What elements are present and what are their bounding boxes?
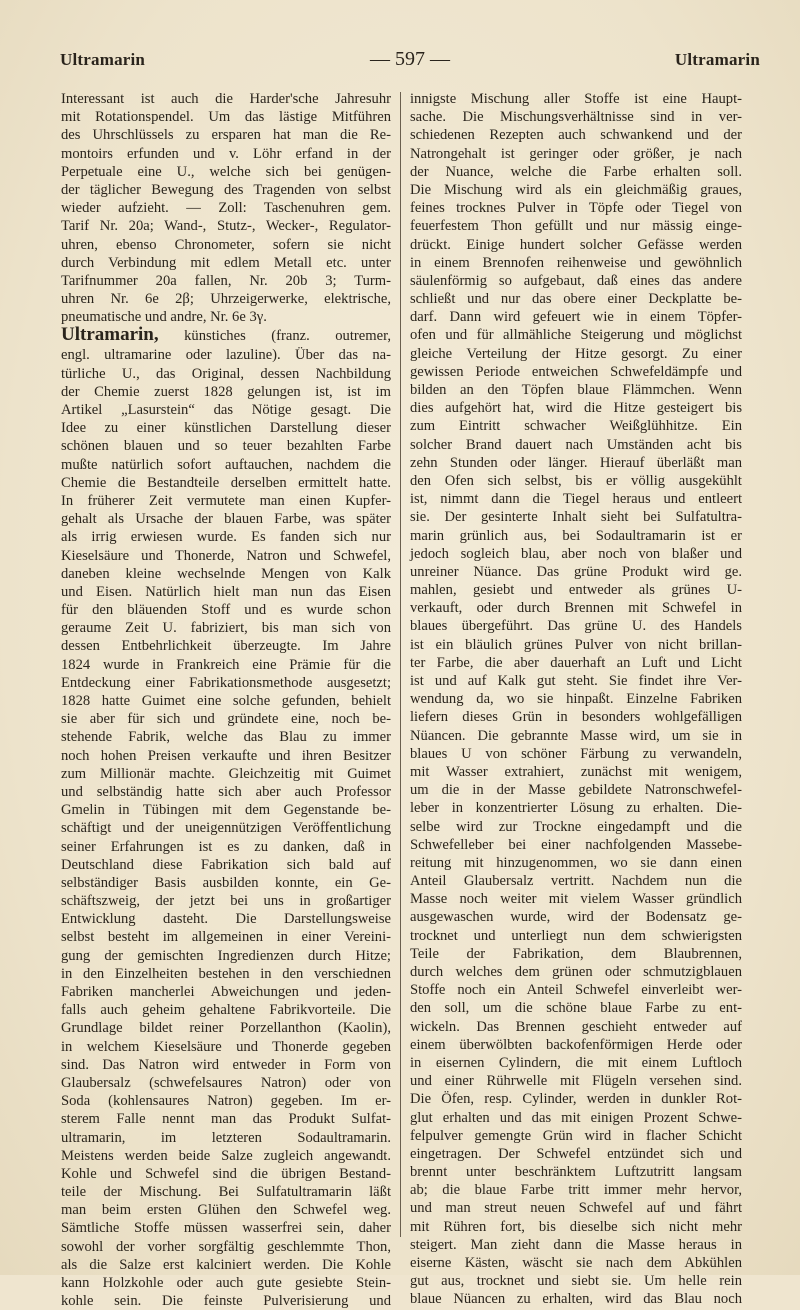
text-line: dies aufgehört hat, wird die Hitze gesteigert bis	[410, 400, 742, 417]
lemma-headword: Ultramarin,	[61, 324, 159, 346]
text-line: unreiner Nüance. Das grüne Produkt wird ge.	[410, 563, 742, 580]
running-header	[60, 48, 760, 74]
text-line: innigste Mischung aller Stoffe ist eine Haupt-	[410, 91, 742, 107]
text-line: durch welches dem grünen oder schmutzigblauen	[410, 964, 742, 980]
text-line: in den Einzelheiten bestehen in den verschiednen	[61, 965, 391, 982]
text-line: Schwefelleber bei einer nachfolgenden Massebe-	[410, 836, 742, 853]
text-line: feines trocknes Pulver in Töpfe oder Tiegel von	[410, 200, 742, 217]
text-line: engl. ultramarine oder lazuline). Über das na-	[61, 347, 391, 364]
text-line: Idee zu einer künstlichen Darstellung dieser	[61, 420, 391, 437]
text-line: mußte natürlich sofort auftauchen, nachdem die	[61, 456, 391, 473]
text-line: trocknet und unterliegt nun dem schwierigsten	[410, 927, 742, 944]
text-line: der täglicher Bewegung des Tragenden von selbst	[61, 181, 391, 198]
text-line: jedoch sogleich blau, aber noch von blaßer und	[410, 545, 742, 562]
text-line: 1824 wurde in Frankreich eine Prämie für die	[61, 656, 391, 673]
text-line: noch hohen Preisen verkaufte und ihren Besitzer	[61, 747, 391, 764]
text-line: feuerfestem Thon gefüllt und nur mässig einge-	[410, 218, 742, 235]
lemma-line	[61, 326, 391, 346]
text-line: kohle sein. Die feinste Pulverisierung und	[61, 1293, 391, 1310]
text-line: um die in der Masse gebildete Natronschwefel-	[410, 782, 742, 799]
text-line: Sämtliche Stoffe müssen wasserfrei sein, daher	[61, 1220, 391, 1237]
text-line: Entdeckung einer Fabrikationsmethode ausgesetzt;	[61, 674, 391, 691]
text-line: schäftigt und der uneigennützigen Veröffentlichung	[61, 820, 391, 837]
right-text-column	[410, 90, 742, 1309]
lemma-text: künstiches (franz. outremer,	[158, 328, 391, 345]
text-line: drückt. Einige hundert solcher Gefässe werden	[410, 236, 742, 253]
text-line: einem überwölbten backofenförmigen Herde oder	[410, 1036, 742, 1053]
text-line: als die Salze erst kalciniert werden. Die Kohle	[61, 1256, 391, 1273]
text-line: Nüancen. Die gebrannte Masse wird, um sie in	[410, 727, 742, 744]
text-line: selbständiger Basis ausbilden konnte, ein Ge-	[61, 874, 391, 891]
text-line: Perpetuale eine U., welche sich bei genügen-	[61, 163, 391, 180]
text-line: Kohle und Schwefel sind die übrigen Bestand-	[61, 1165, 391, 1182]
text-line: türliche U., das Original, dessen Nachbildung	[61, 365, 391, 382]
text-line: mit Wasser extrahiert, zunächst mit wenigem,	[410, 763, 742, 780]
text-line: schiedenen Rezepten auch schwankend und der	[410, 127, 742, 144]
header-left-keyword: Ultramarin	[60, 50, 146, 69]
text-line: marin grünlich aus, bei Sodaultramarin ist er	[410, 527, 742, 544]
text-line: kann Holzkohle oder auch gute gesiebte Stein-	[61, 1275, 391, 1291]
text-line: Entwicklung dasteht. Die Darstellungsweise	[61, 911, 391, 928]
text-line: Gmelin in Tübingen mit dem Gegenstande be-	[61, 802, 391, 819]
text-line: daneben kleine wechselnde Mengen von Kalk	[61, 565, 391, 582]
text-line: steigert. Man zieht dann die Masse heraus in	[410, 1236, 742, 1253]
text-line: Kieselsäure und Thonerde, Natron und Schwefel,	[61, 547, 391, 564]
text-line: eingetragen. Der Schwefel entzündet sich und	[410, 1145, 742, 1162]
text-line: Artikel „Lasurstein“ das Nötige gesagt. Die	[61, 402, 391, 418]
text-line: sind. Das Natron wird entweder in Form von	[61, 1056, 391, 1073]
text-line: montoirs erfunden und v. Löhr erfand in der	[61, 145, 391, 162]
text-line: selbe wird zur Trockne eingedampft und die	[410, 818, 742, 835]
text-line: gleiche Verteilung der Hitze gesorgt. Zu einer	[410, 345, 742, 362]
text-line: leber in konzentrierter Lösung zu erhalten. Die-	[410, 800, 742, 817]
text-line: blaues übergeführt. Das grüne U. des Handels	[410, 618, 742, 635]
text-line: ist, nimmt dann die Tiegel heraus und entleert	[410, 491, 742, 508]
text-line: ofen und für allmähliche Steigerung und möglichst	[410, 327, 742, 344]
text-line: gut aus, trocknet und siebt sie. Um helle rein	[410, 1273, 742, 1290]
text-line: wieder aufzieht. — Zoll: Taschenuhren gem.	[61, 200, 391, 217]
text-line: Interessant ist auch die Harder'sche Jahresuhr	[61, 91, 391, 107]
text-line: Tarif Nr. 20a; Wand-, Stutz-, Wecker-, Regulator-	[61, 218, 391, 235]
text-line: in einem Brennofen reihenweise und gewöhnlich	[410, 254, 742, 271]
text-line: darf. Dann wird gefeuert wie in einem Töpfer-	[410, 309, 742, 326]
text-line: uhren, ebenso Chronometer, sofern sie nicht	[61, 236, 391, 253]
text-line: ter Farbe, die aber dauerhaft an Luft und Licht	[410, 654, 742, 671]
text-line: Teile der Fabrikation, dem Blaubrennen,	[410, 945, 742, 962]
text-line: zehn Stunden oder länger. Hierauf überläßt man	[410, 454, 742, 471]
text-line: pneumatische und andre, Nr. 6e 3γ.	[61, 309, 267, 326]
text-line: Meistens werden beide Salze zugleich angewandt.	[61, 1147, 391, 1164]
text-line: blaue Nüancen zu erhalten, wird das Blau noch	[410, 1291, 742, 1308]
left-text-column	[61, 90, 391, 1310]
text-line: blaues U von schöner Färbung zu verwandeln,	[410, 745, 742, 762]
text-line: sowohl der vorher sorgfältig geschlemmte Thon,	[61, 1238, 391, 1255]
text-line: der Chemie zuerst 1828 gelungen ist, ist im	[61, 383, 391, 400]
text-line: uhren Nr. 6e 2β; Uhrzeigerwerke, elektrische,	[61, 291, 391, 308]
text-line: Anteil Glaubersalz vertritt. Nachdem nun die	[410, 873, 742, 890]
text-line: schönen blauen und so teuer bezahlten Farbe	[61, 438, 391, 455]
text-line: den Ofen sich selbst, bis er völlig ausgekühlt	[410, 472, 742, 489]
text-line: in welchem Kieselsäure und Thonerde gegeben	[61, 1038, 391, 1055]
text-line: des Uhrschlüssels zu ersparen hat man die Re-	[61, 127, 391, 144]
text-line: Die Öfen, resp. Cylinder, werden in dunkler Rot-	[410, 1091, 742, 1108]
text-line: reitung mit hinzugenommen, wo sie dann einen	[410, 854, 742, 871]
text-line: schäftszweig, der jetzt bei uns in großartiger	[61, 893, 391, 910]
text-line: durch Verbindung mit edlem Metall etc. unter	[61, 254, 391, 271]
text-line: mit Rotationspendel. Um das lästige Mitführen	[61, 109, 391, 126]
text-line: für den bläuenden Stoff und es wurde schon	[61, 602, 391, 619]
text-line: ultramarin, im letzteren Sodaultramarin.	[61, 1129, 391, 1146]
text-line: sie. Der gesinterte Inhalt sieht bei Sulfatultra-	[410, 509, 742, 526]
text-line: ist ein bläulich grünes Pulver von nicht brillan-	[410, 636, 742, 653]
text-line: Stoffe noch ein Anteil Schwefel einverleibt wer-	[410, 982, 742, 999]
text-line: Grundlage bildet reiner Porzellanthon (Kaolin),	[61, 1020, 391, 1037]
text-line: Fabriken mancherlei Abweichungen und jeden-	[61, 984, 391, 1000]
text-line: der Nuance, welche die Farbe erhalten soll.	[410, 163, 742, 180]
text-line: Soda (kohlensaures Natron) gegeben. Im er-	[61, 1093, 391, 1110]
text-line: Masse noch weiter mit vielem Wasser gründlich	[410, 891, 742, 908]
text-line: ist und auf Kalk gut steht. Sie findet ihre Ver-	[410, 673, 742, 689]
column-divider	[400, 92, 401, 1237]
text-line: solcher Brand dauert nach Umständen acht bis	[410, 436, 742, 453]
text-line: schließt und nur das obere einer Deckplatte be-	[410, 291, 742, 308]
text-line: verkauft, oder durch Brennen mit Schwefel in	[410, 600, 742, 617]
text-line: mit Rühren fort, bis dieselbe sich nicht mehr	[410, 1218, 742, 1235]
text-line: und einer Rührwelle mit Flügeln versehen sind.	[410, 1073, 742, 1090]
text-line: und man streut neuen Schwefel auf und fährt	[410, 1200, 742, 1217]
text-line: geraume Zeit U. fabriziert, bis man sich von	[61, 620, 391, 637]
text-line: In früherer Zeit vermutete man einen Kupfer-	[61, 492, 391, 509]
header-right-keyword: Ultramarin	[674, 50, 760, 69]
text-line: falls auch geheim gehaltene Fabrikvorteile. Die	[61, 1002, 391, 1019]
text-line: brennt unter beschränktem Luftzutritt langsam	[410, 1164, 742, 1181]
text-line: ab; die blaue Farbe tritt immer mehr hervor,	[410, 1182, 742, 1199]
text-line: selbst besteht im allgemeinen in einer Vereini-	[61, 929, 391, 946]
text-line: den soll, um die schöne blaue Farbe zu ent-	[410, 1000, 742, 1017]
text-line: Glaubersalz (schwefelsaures Natron) oder von	[61, 1074, 391, 1091]
text-line: wickeln. Das Brennen geschieht entweder auf	[410, 1018, 742, 1035]
text-line: säulenförmig so aufgebaut, daß eines das andere	[410, 272, 742, 289]
text-line: 1828 hatte Guimet eine solche gefunden, behielt	[61, 693, 391, 709]
text-line: ausgewaschen wurde, wird der Bodensatz ge-	[410, 909, 742, 926]
text-line: bilden an den Töpfen blaue Flämmchen. Wenn	[410, 382, 742, 398]
text-line: in eisernen Cylindern, die mit einem Luftloch	[410, 1054, 742, 1071]
text-line: Tarifnummer 20a fallen, Nr. 20b 3; Turm-	[61, 272, 391, 289]
text-line: sache. Die Mischungsverhältnisse sind in ver-	[410, 109, 742, 126]
text-line: felpulver gemengte Grün wird in flacher Schicht	[410, 1127, 742, 1144]
text-line: und selbständig hatte sich aber auch Professor	[61, 783, 391, 800]
text-line: und Eisen. Natürlich hielt man nun das Eisen	[61, 583, 391, 600]
text-line: mahlen, gesiebt und entweder als grünes U-	[410, 582, 742, 599]
text-line: man beim ersten Glühen den Schwefel weg.	[61, 1202, 391, 1219]
text-line: gung der gemischten Ingredienzen durch Hitze;	[61, 947, 391, 964]
text-line: Deutschland diese Fabrikation sich bald auf	[61, 856, 391, 873]
text-line: zum Millionär machte. Gleichzeitig mit Guimet	[61, 765, 391, 782]
text-line: glut erhalten und das mit einigen Prozent Schwe-	[410, 1109, 742, 1126]
page-number: — 597 —	[370, 48, 450, 70]
text-line: als irrig erwiesen wurde. Es fanden sich nur	[61, 529, 391, 546]
text-line: sie aber für sich und gründete eine, noch be-	[61, 711, 391, 728]
text-line: zum Eintritt schwacher Weißglühhitze. Ein	[410, 418, 742, 435]
text-line: stehende Fabrik, welche das Blau zu immer	[61, 729, 391, 746]
text-line: dessen Entbehrlichkeit überzeugte. Im Jahre	[61, 638, 391, 655]
text-line: sterem Falle nennt man das Produkt Sulfat-	[61, 1111, 391, 1128]
text-line: Die Mischung wird als ein gleichmäßig graues,	[410, 181, 742, 198]
text-line: wendung da, wo sie hinpaßt. Einzelne Fabriken	[410, 691, 742, 708]
text-line: liefern dieses Grün in besonders wohlgefälligen	[410, 709, 742, 726]
text-line: gewissen Periode entweichen Schwefeldämpfe und	[410, 363, 742, 380]
text-line: Natrongehalt ist geringer oder größer, je nach	[410, 145, 742, 162]
text-line: eiserne Kästen, wäscht sie nach dem Abkühlen	[410, 1255, 742, 1271]
text-line: Chemie die Bestandteile derselben ermittelt hatte.	[61, 474, 391, 491]
text-line: gehalt als Ursache der blauen Farbe, was später	[61, 511, 391, 528]
text-line: seiner Erfahrungen ist es zu danken, daß in	[61, 838, 391, 855]
text-line: teile der Mischung. Bei Sulfatultramarin läßt	[61, 1184, 391, 1201]
